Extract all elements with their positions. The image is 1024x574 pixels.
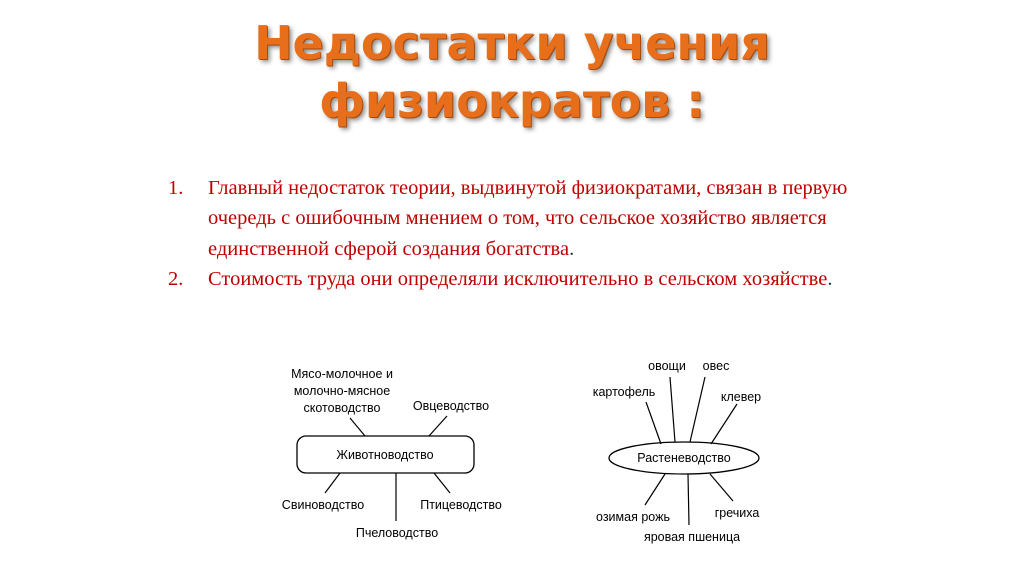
connector-line (670, 377, 675, 442)
connector-line (710, 474, 733, 501)
vegetables-label: овощи (648, 359, 686, 373)
list-item-text: Стоимость труда они определяли исключительно в сельском хозяйстве (208, 267, 828, 290)
clover-label: клевер (720, 390, 762, 404)
plant-growing-label: Растеневодство (637, 451, 731, 465)
list-item-period: . (827, 267, 833, 290)
connector-line (646, 402, 661, 444)
title-line-1: Недостатки учения (254, 16, 770, 70)
poultry-farming-label: Птицеводство (420, 498, 502, 512)
list-item-text: Главный недостаток теории, выдвинутой физиократами, связан в первую очередь с ошибочным мнением о том, что сельское хозяйство является единственной сферой создания богатства (208, 177, 848, 260)
title-line-2: физиократов : (319, 74, 705, 128)
connector-line (711, 404, 737, 444)
winter-rye-label: озимая рожь (596, 510, 670, 524)
oats-label: овес (702, 359, 730, 373)
sheep-breeding-label: Овцеводство (412, 399, 490, 413)
dairy-cattle-label-line-2: молочно-мясное (293, 384, 391, 398)
beekeeping-label: Пчеловодство (355, 526, 439, 540)
list-item-period: . (569, 237, 575, 260)
animal-husbandry-diagram (282, 367, 502, 540)
plant-growing-diagram (593, 359, 761, 544)
potato-label: картофель (592, 385, 656, 399)
connector-line (429, 416, 447, 436)
dairy-cattle-label-line-1: Мясо-молочное и (291, 367, 393, 381)
buckwheat-label: гречиха (714, 506, 760, 520)
connector-line (688, 474, 689, 525)
list-item-number: 1. (168, 177, 184, 199)
list-item-number: 2. (168, 267, 184, 290)
pig-breeding-label: Свиноводство (281, 498, 365, 512)
connector-line (645, 474, 665, 505)
connector-line (350, 418, 365, 436)
animal-husbandry-label: Животноводство (336, 448, 434, 462)
dairy-cattle-label-line-3: скотоводство (303, 401, 381, 415)
connector-line (434, 473, 450, 493)
connector-line (325, 473, 340, 493)
connector-line (690, 377, 705, 442)
spring-wheat-label: яровая пшеница (643, 530, 741, 544)
